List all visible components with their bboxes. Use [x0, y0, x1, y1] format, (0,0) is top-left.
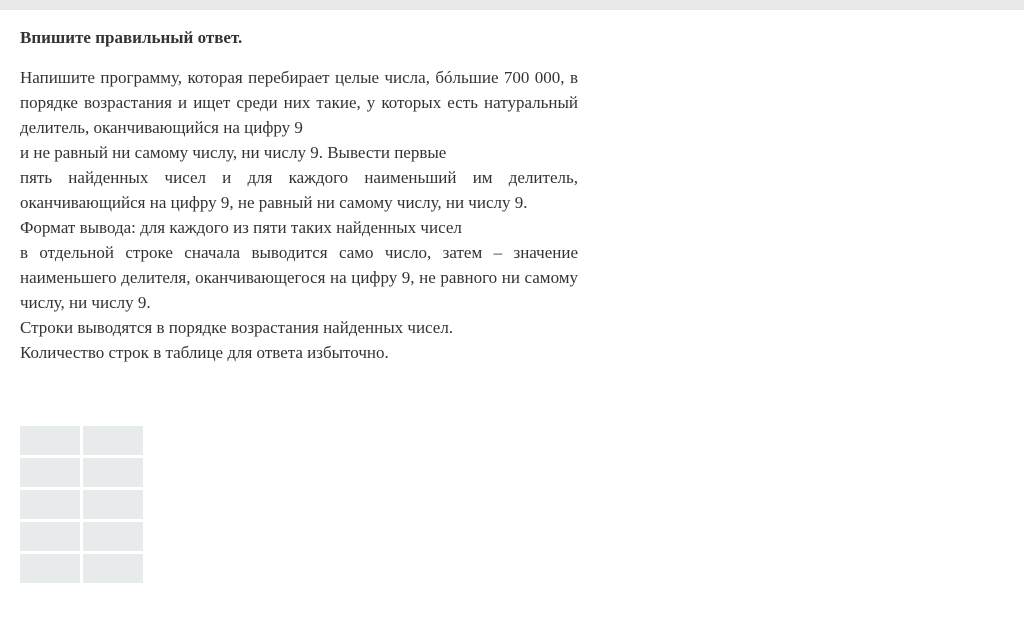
answer-row: [20, 522, 146, 554]
task-paragraph: Формат вывода: для каждого из пяти таких найденных чисел: [20, 218, 462, 237]
task-paragraph: Количество строк в таблице для ответа избыточно.: [20, 343, 389, 362]
answer-divisor-input[interactable]: [83, 426, 143, 455]
answer-row: [20, 426, 146, 458]
answer-number-input[interactable]: [20, 522, 80, 551]
task-paragraph: в отдельной строке сначала выводится само число, затем – значение наименьшего делителя, оканчивающегося на цифру 9, не равного ни самому числу, ни числу 9.: [20, 243, 578, 312]
task-paragraph: пять найденных чисел и для каждого наименьший им делитель, оканчивающийся на цифру 9, не равный ни самому числу, ни числу 9.: [20, 168, 578, 212]
task-text: [20, 65, 578, 365]
answer-row: [20, 458, 146, 490]
answer-row: [20, 554, 146, 586]
answer-row: [20, 490, 146, 522]
answer-number-input[interactable]: [20, 490, 80, 519]
question-prompt: Впишите правильный ответ.: [20, 28, 243, 47]
answer-number-input[interactable]: [20, 458, 80, 487]
top-bar: [0, 0, 1024, 10]
answer-divisor-input[interactable]: [83, 522, 143, 551]
task-paragraph: и не равный ни самому числу, ни числу 9. Вывести первые: [20, 143, 447, 162]
answer-divisor-input[interactable]: [83, 490, 143, 519]
answer-divisor-input[interactable]: [83, 554, 143, 583]
task-paragraph: Напишите программу, которая перебирает целые числа, бóльшие 700 000, в порядке возрастания и ищет среди них такие, у которых есть натуральный делитель, оканчивающийся на цифру 9: [20, 68, 578, 137]
answer-number-input[interactable]: [20, 554, 80, 583]
answer-table: [20, 426, 146, 586]
task-paragraph: Строки выводятся в порядке возрастания найденных чисел.: [20, 318, 454, 337]
answer-number-input[interactable]: [20, 426, 80, 455]
answer-divisor-input[interactable]: [83, 458, 143, 487]
